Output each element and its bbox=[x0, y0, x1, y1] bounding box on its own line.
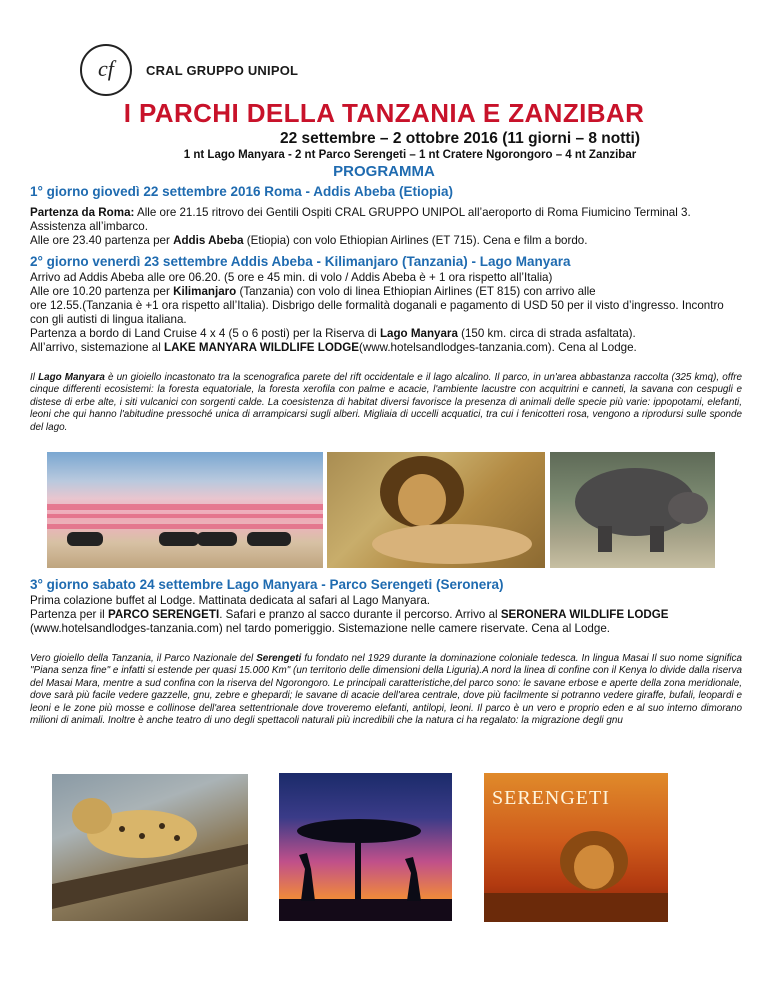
day-2-desc-text: è un gioiello incastonato tra la scenografica parete del rift occidentale e il lago alcalino. Il parco, in un'area abbastanza raccolta (325 kmq), offre cinque differenti ecosistemi: la foresta equatoriale, la foresta xerofila con palme e acacie, l'ambiente lacustre con acquitrini e canneti, la savana con cespugli e distese di erbe alte, i siti vulcanici con sorgenti calde. La coesistenza di habitat diversi favorisce la presenza di animali delle specie più varie: ippopotami, elefanti, leoni che qui hanno l'abitudine pressoché unica di arrampicarsi sugli alberi. Migliaia di uccelli acquatici, tra cui i fenicotteri rosa, vengono a riprodursi sulle sponde del lago. bbox=[30, 372, 743, 433]
flamingo-zebra-illustration bbox=[47, 452, 323, 568]
day-3-lodge: SERONERA WILDLIFE LODGE bbox=[500, 608, 669, 621]
page-title: I PARCHI DELLA TANZANIA E ZANZIBAR bbox=[123, 98, 645, 128]
day-3-description bbox=[30, 653, 742, 727]
program-heading: PROGRAMMA bbox=[333, 163, 435, 180]
day-3-line-2 bbox=[30, 608, 720, 636]
day-2-desc-pre: Il bbox=[30, 372, 39, 383]
serengeti-lion-illustration bbox=[484, 773, 668, 922]
day-2-line-2 bbox=[30, 285, 742, 299]
day-1-paragraph-2 bbox=[30, 234, 742, 248]
day-2-desc-bold: Lago Manyara bbox=[38, 372, 105, 383]
day-1-text-2b: (Etiopia) con volo Ethiopian Airlines (ET 715). Cena e film a bordo. bbox=[243, 234, 588, 247]
leopard-illustration bbox=[52, 774, 248, 921]
logo-mark: cf bbox=[98, 56, 114, 81]
day-2-text-2b: (Tanzania) con volo di linea Ethiopian Airlines (ET 815) con arrivo alle bbox=[236, 285, 596, 298]
leopard-photo bbox=[52, 774, 248, 921]
day-2-line-3: ore 12.55.(Tanzania è +1 ora rispetto all’Italia). Disbrigo delle formalità doganali e pagamento di USD 50 per il visto d’ingresso. Incontro con gli autisti di lingua italiana. bbox=[30, 299, 724, 326]
day-1-paragraph-1 bbox=[30, 206, 742, 234]
flamingo-zebra-photo bbox=[47, 452, 323, 568]
day-3-text-2c: (www.hotelsandlodges-tanzania.com) nel tardo pomeriggio. Sistemazione nelle camere riservate. Cena al Lodge. bbox=[30, 622, 610, 635]
day-2-heading: 2° giorno venerdì 23 settembre Addis Abeba - Kilimanjaro (Tanzania) - Lago Manyara bbox=[30, 254, 571, 269]
day-3-heading: 3° giorno sabato 24 settembre Lago Manyara - Parco Serengeti (Seronera) bbox=[30, 577, 504, 592]
day-1-departure-label: Partenza da Roma: bbox=[30, 206, 135, 219]
acacia-sunset-photo bbox=[279, 773, 452, 921]
lion-photo bbox=[327, 452, 545, 568]
brand-logo bbox=[80, 44, 132, 96]
hippo-illustration bbox=[550, 452, 715, 568]
acacia-sunset-illustration bbox=[279, 773, 452, 921]
day-3-line-1: Prima colazione buffet al Lodge. Mattinata dedicata al safari al Lago Manyara. bbox=[30, 594, 431, 607]
hippo-photo bbox=[550, 452, 715, 568]
day-2-text-4b: (150 km. circa di strada asfaltata). bbox=[457, 327, 636, 340]
serengeti-lion-photo bbox=[484, 773, 668, 922]
day-3-desc-text: fu fondato nel 1929 durante la dominazione coloniale tedesca. In lingua Masai Il suo nome significa "Piana senza fine" e infatti si estende per quasi 15.000 Km" (un territorio delle dimensioni della Liguria).A nord la linea di confine con il Kenya lo divide dalla riserva del Masai Mara, mentre a sud confina con la riserva del Ngorongoro. Le principali caratteristiche,del parco sono: le savane erbose e aperte della zona meridionale, dove sarà più facile vedere gazzelle, gnu, zebre e ghepardi; le savane di acacie dell'area centrale, dove più facilmente si potranno vedere giraffe, bufali, leopardi e leoni e le zone più mosse e collinose dell'area settentrionale dove troveremo elefanti, antilopi, leoni. Il parco è un vero e proprio eden e al suo interno dimorano milioni di animali. Inoltre è anche teatro di uno degli spettacoli naturali più incredibili che la natura ci ha regalato: la migrazione degli gnu bbox=[30, 653, 742, 727]
day-1-text-2a: Alle ore 23.40 partenza per bbox=[30, 234, 174, 247]
day-2-text-5a: All’arrivo, sistemazione al bbox=[30, 341, 165, 354]
day-3-desc-bold: Serengeti bbox=[256, 653, 302, 664]
day-2-line-1: Arrivo ad Addis Abeba alle ore 06.20. (5 ore e 45 min. di volo / Addis Abeba è + 1 ora rispetto all’Italia) bbox=[30, 271, 553, 284]
day-2-text-5b: (www.hotelsandlodges-tanzania.com). Cena al Lodge. bbox=[358, 341, 637, 354]
day-2-kilimanjaro: Kilimanjaro bbox=[173, 285, 237, 298]
day-2-line-5 bbox=[30, 341, 680, 355]
day-3-desc-pre: Vero gioiello della Tanzania, il Parco Nazionale del bbox=[30, 653, 257, 664]
trip-stays: 1 nt Lago Manyara - 2 nt Parco Serengeti – 1 nt Cratere Ngorongoro – 4 nt Zanzibar bbox=[183, 149, 637, 161]
day-2-text-4a: Partenza a bordo di Land Cruise 4 x 4 (5 o 6 posti) per la Riserva di bbox=[30, 327, 380, 340]
day-3-park: PARCO SERENGETI bbox=[107, 608, 220, 621]
serengeti-caption: SERENGETI bbox=[492, 787, 610, 809]
day-2-lago-manyara: Lago Manyara bbox=[379, 327, 458, 340]
brand-name: CRAL GRUPPO UNIPOL bbox=[146, 63, 299, 78]
day-1-heading: 1° giorno giovedì 22 settembre 2016 Roma - Addis Abeba (Etiopia) bbox=[30, 184, 453, 199]
day-3-text-2b: . Safari e pranzo al sacco durante il percorso. Arrivo al bbox=[219, 608, 501, 621]
day-2-lodge: LAKE MANYARA WILDLIFE LODGE bbox=[164, 341, 359, 354]
day-2-text-2a: Alle ore 10.20 partenza per bbox=[30, 285, 174, 298]
day-2-line-4 bbox=[30, 327, 742, 341]
day-1-text-1: Alle ore 21.15 ritrovo dei Gentili Ospiti CRAL GRUPPO UNIPOL all’aeroporto di Roma Fiumicino Terminal 3. Assistenza all’imbarco. bbox=[30, 206, 691, 233]
day-1-destination: Addis Abeba bbox=[173, 234, 244, 247]
lion-illustration bbox=[327, 452, 545, 568]
day-2-description bbox=[30, 372, 742, 434]
day-3-text-2a: Partenza per il bbox=[30, 608, 108, 621]
trip-dates: 22 settembre – 2 ottobre 2016 (11 giorni – 8 notti) bbox=[279, 130, 641, 147]
